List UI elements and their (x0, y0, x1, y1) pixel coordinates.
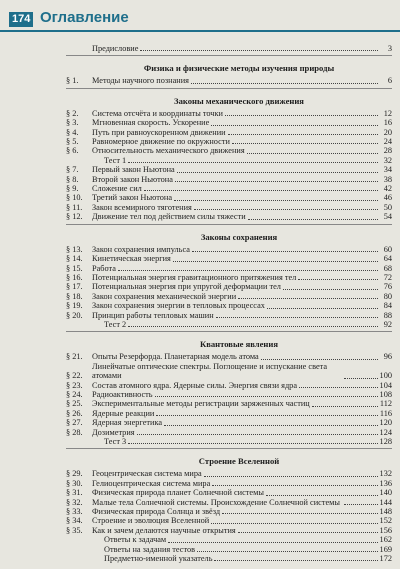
toc-entry[interactable] (66, 352, 392, 361)
leader-dots (140, 50, 378, 51)
section-heading: Физика и физические методы изучения природы (143, 63, 335, 74)
entry-title: Кинетическая энергия (92, 254, 171, 264)
leader-dots (191, 83, 378, 84)
entry-title: Равномерное движение по окружности (92, 137, 230, 147)
entry-number: § 9. (66, 184, 79, 194)
leader-dots (197, 551, 377, 552)
leader-dots (266, 495, 378, 496)
section-heading: Законы механического движения (174, 95, 304, 106)
entry-page: 24 (383, 137, 392, 147)
toc-entry[interactable] (66, 507, 392, 516)
entry-number: § 16. (66, 272, 83, 282)
table-of-contents (66, 44, 392, 563)
toc-entry[interactable] (66, 535, 392, 544)
entry-number: § 22. (66, 371, 83, 381)
toc-entry[interactable] (66, 526, 392, 535)
toc-entry[interactable] (66, 118, 392, 127)
leader-dots (211, 125, 378, 126)
entry-number: § 32. (66, 497, 83, 507)
toc-entry[interactable] (66, 203, 392, 212)
entry-page: 34 (383, 165, 392, 175)
entry-title: Относительность механического движения (92, 146, 245, 156)
leader-dots (247, 153, 378, 154)
entry-number: § 14. (66, 254, 83, 264)
entry-title: Первый закон Ньютона (92, 165, 175, 175)
entry-page: 3 (387, 44, 392, 53)
toc-entry[interactable] (66, 156, 392, 165)
entry-page: 12 (383, 108, 392, 118)
toc-entry[interactable] (66, 193, 392, 202)
toc-entry[interactable] (66, 245, 392, 254)
toc-entry[interactable] (66, 165, 392, 174)
page-number: 174 (9, 12, 33, 27)
toc-entry[interactable] (66, 175, 392, 184)
entry-number: § 24. (66, 389, 83, 399)
entry-page: 88 (383, 310, 392, 320)
entry-page: 116 (379, 408, 392, 418)
entry-page: 156 (379, 525, 392, 535)
entry-number: § 19. (66, 301, 83, 311)
toc-entry[interactable] (66, 381, 392, 390)
entry-page: 28 (383, 146, 392, 156)
entry-number: § 12. (66, 212, 83, 222)
entry-page: 169 (379, 544, 392, 554)
leader-dots (118, 270, 378, 271)
entry-number: § 13. (66, 244, 83, 254)
leader-dots (261, 359, 378, 360)
entry-page: 124 (379, 427, 392, 437)
entry-number: § 34. (66, 516, 83, 526)
entry-title: Малые тела Солнечной системы. Происхождение Солнечной системы (92, 497, 340, 507)
entry-number: § 20. (66, 310, 83, 320)
entry-number: § 4. (66, 127, 79, 137)
toc-entry[interactable] (66, 184, 392, 193)
entry-page: 84 (383, 301, 392, 311)
entry-number: § 35. (66, 525, 83, 535)
entry-page: 136 (379, 478, 392, 488)
toc-entry-preface[interactable] (66, 44, 392, 53)
toc-entry[interactable] (66, 418, 392, 427)
entry-title: Методы научного познания (92, 76, 189, 86)
toc-entry[interactable] (66, 282, 392, 291)
entry-title: Ответы к задачам (104, 535, 167, 545)
entry-page: 76 (383, 282, 392, 292)
entry-number: § 6. (66, 146, 79, 156)
entry-number: § 23. (66, 380, 83, 390)
leader-dots (192, 251, 378, 252)
entry-page: 16 (383, 118, 392, 128)
leader-dots (155, 396, 378, 397)
entry-title: Закон всемирного тяготения (92, 202, 192, 212)
toc-entry[interactable] (66, 254, 392, 263)
leader-dots (144, 190, 378, 191)
leader-dots (344, 504, 378, 505)
entry-page: 46 (383, 193, 392, 203)
entry-page: 20 (383, 127, 392, 137)
entry-number: § 27. (66, 418, 83, 428)
entry-title: Дозиметрия (92, 427, 135, 437)
entry-page: 104 (379, 380, 392, 390)
entry-number: § 31. (66, 488, 83, 498)
entry-page: 54 (383, 212, 392, 222)
toc-entry[interactable] (66, 311, 392, 320)
toc-entry[interactable] (66, 76, 392, 85)
leader-dots (128, 326, 378, 327)
entry-page: 32 (383, 155, 392, 165)
entry-title: Ядерная энергетика (92, 418, 163, 428)
entry-number: § 26. (66, 408, 83, 418)
entry-number: § 7. (66, 165, 79, 175)
toc-entry[interactable] (66, 488, 392, 497)
toc-entry[interactable] (66, 409, 392, 418)
entry-title: Движение тел под действием силы тяжести (92, 212, 246, 222)
leader-dots (128, 443, 377, 444)
leader-dots (225, 115, 378, 116)
entry-number: § 2. (66, 108, 79, 118)
section-heading: Строение Вселенной (198, 456, 280, 467)
entry-title: Геоцентрическая система мира (92, 469, 202, 479)
section-divider (66, 224, 392, 225)
toc-entry[interactable] (66, 498, 392, 507)
entry-title: Мгновенная скорость. Ускорение (92, 118, 210, 128)
entry-title: Потенциальная энергия гравитационного притяжения тел (92, 272, 297, 282)
entry-title: Тест 3 (104, 437, 127, 446)
section-divider (66, 88, 392, 89)
entry-title: Тест 2 (104, 319, 127, 329)
toc-entry[interactable] (66, 554, 392, 563)
entry-number: § 21. (66, 352, 83, 362)
section-divider (66, 448, 392, 449)
entry-page: 100 (379, 371, 392, 381)
toc-entry[interactable] (66, 545, 392, 554)
entry-title: Радиоактивность (92, 389, 153, 399)
entry-page: 60 (383, 244, 392, 254)
entry-page: 112 (379, 399, 392, 409)
entry-number: § 5. (66, 137, 79, 147)
entry-title: Ядерные реакции (92, 408, 155, 418)
entry-number: § 25. (66, 399, 83, 409)
entry-page: 6 (387, 76, 392, 86)
leader-dots (238, 532, 378, 533)
toc-entry[interactable] (66, 399, 392, 408)
entry-number: § 29. (66, 469, 83, 479)
entry-title: Закон сохранения импульса (92, 244, 190, 254)
entry-page: 162 (379, 535, 392, 545)
entry-number: § 15. (66, 263, 83, 273)
entry-title: Потенциальная энергия при упругой деформации тел (92, 282, 281, 292)
entry-page: 152 (379, 516, 392, 526)
toc-entry[interactable] (66, 390, 392, 399)
leader-dots (228, 134, 378, 135)
page-header (0, 9, 400, 35)
entry-number: § 28. (66, 427, 83, 437)
entry-page: 96 (383, 352, 392, 362)
toc-entry[interactable] (66, 292, 392, 301)
entry-title: Тест 1 (104, 155, 127, 165)
entry-page: 148 (379, 507, 392, 517)
entry-title: Физическая природа Солнца и звёзд (92, 507, 221, 517)
leader-dots (156, 415, 378, 416)
entry-title: Закон сохранения энергии в тепловых процессах (92, 301, 265, 311)
toc-entry[interactable] (66, 109, 392, 118)
toc-entry[interactable] (66, 128, 392, 137)
leader-dots (211, 523, 377, 524)
leader-dots (173, 261, 378, 262)
entry-page: 172 (379, 554, 392, 564)
toc-entry[interactable] (66, 301, 392, 310)
entry-title: Как и зачем делаются научные открытия (92, 525, 236, 535)
entry-title: Линейчатые оптические спектры. Поглощение и испускание света атомами (92, 361, 328, 381)
toc-entry[interactable] (66, 469, 392, 478)
entry-number: § 8. (66, 174, 79, 184)
entry-page: 50 (383, 202, 392, 212)
entry-page: 140 (379, 488, 392, 498)
leader-dots (283, 289, 378, 290)
entry-page: 132 (379, 469, 392, 479)
toc-entry[interactable] (66, 437, 392, 446)
entry-title: Второй закон Ньютона (92, 174, 173, 184)
section-divider (66, 55, 392, 56)
toc-entry[interactable] (66, 362, 392, 381)
entry-title: Экспериментальные методы регистрации заряженных частиц (92, 399, 310, 409)
leader-dots (312, 406, 378, 407)
entry-page: 64 (383, 254, 392, 264)
leader-dots (174, 200, 378, 201)
entry-page: 42 (383, 184, 392, 194)
section-divider (66, 331, 392, 332)
leader-dots (128, 162, 378, 163)
toc-entry[interactable] (66, 273, 392, 282)
entry-title: Опыты Резерфорда. Планетарная модель атома (92, 352, 259, 362)
leader-dots (204, 476, 378, 477)
toc-entry[interactable] (66, 320, 392, 329)
toc-entry[interactable] (66, 137, 392, 146)
entry-number: § 33. (66, 507, 83, 517)
entry-page: 108 (379, 389, 392, 399)
leader-dots (214, 560, 377, 561)
entry-number: § 17. (66, 282, 83, 292)
toc-entry[interactable] (66, 479, 392, 488)
entry-number: § 10. (66, 193, 83, 203)
entry-title: Строение и эволюция Вселенной (92, 516, 210, 526)
entry-title: Гелиоцентрическая система мира (92, 478, 211, 488)
leader-dots (299, 387, 378, 388)
entry-page: 80 (383, 291, 392, 301)
section-heading: Законы сохранения (200, 231, 278, 242)
entry-title: Работа (92, 263, 116, 273)
leader-dots (298, 279, 378, 280)
entry-page: 144 (379, 497, 392, 507)
header-rule (0, 30, 400, 32)
entry-title: Система отсчёта и координаты точки (92, 108, 223, 118)
entry-title: Состав атомного ядра. Ядерные силы. Энергия связи ядра (92, 380, 298, 390)
entry-number: § 11. (66, 202, 83, 212)
leader-dots (232, 143, 378, 144)
toc-entry[interactable] (66, 146, 392, 155)
leader-dots (248, 219, 378, 220)
entry-number: § 1. (66, 76, 79, 86)
entry-page: 38 (383, 174, 392, 184)
entry-page: 72 (383, 272, 392, 282)
entry-page: 120 (379, 418, 392, 428)
page-title: Оглавление (40, 9, 129, 26)
leader-dots (175, 181, 378, 182)
entry-title: Принцип работы тепловых машин (92, 310, 214, 320)
leader-dots (344, 378, 378, 379)
entry-title: Закон сохранения механической энергии (92, 291, 237, 301)
entry-number: § 18. (66, 291, 83, 301)
entry-title: Третий закон Ньютона (92, 193, 173, 203)
leader-dots (267, 308, 378, 309)
entry-page: 92 (383, 319, 392, 329)
leader-dots (164, 425, 377, 426)
entry-title: Предисловие (92, 44, 139, 53)
entry-page: 128 (379, 437, 392, 446)
leader-dots (238, 298, 378, 299)
entry-title: Сложение сил (92, 184, 142, 194)
section-heading: Квантовые явления (200, 339, 278, 350)
entry-page: 68 (383, 263, 392, 273)
leader-dots (194, 209, 378, 210)
entry-title: Предметно-именной указатель (104, 554, 213, 564)
entry-number: § 3. (66, 118, 79, 128)
leader-dots (222, 513, 377, 514)
leader-dots (168, 542, 377, 543)
toc-entry[interactable] (66, 264, 392, 273)
toc-entry[interactable] (66, 516, 392, 525)
leader-dots (137, 434, 378, 435)
leader-dots (216, 317, 378, 318)
entry-title: Путь при равноускоренном движении (92, 127, 226, 137)
toc-entry[interactable] (66, 212, 392, 221)
entry-number: § 30. (66, 478, 83, 488)
entry-title: Ответы на задания тестов (104, 544, 196, 554)
leader-dots (177, 172, 378, 173)
leader-dots (212, 485, 377, 486)
entry-title: Физическая природа планет Солнечной системы (92, 488, 264, 498)
toc-entry[interactable] (66, 428, 392, 437)
